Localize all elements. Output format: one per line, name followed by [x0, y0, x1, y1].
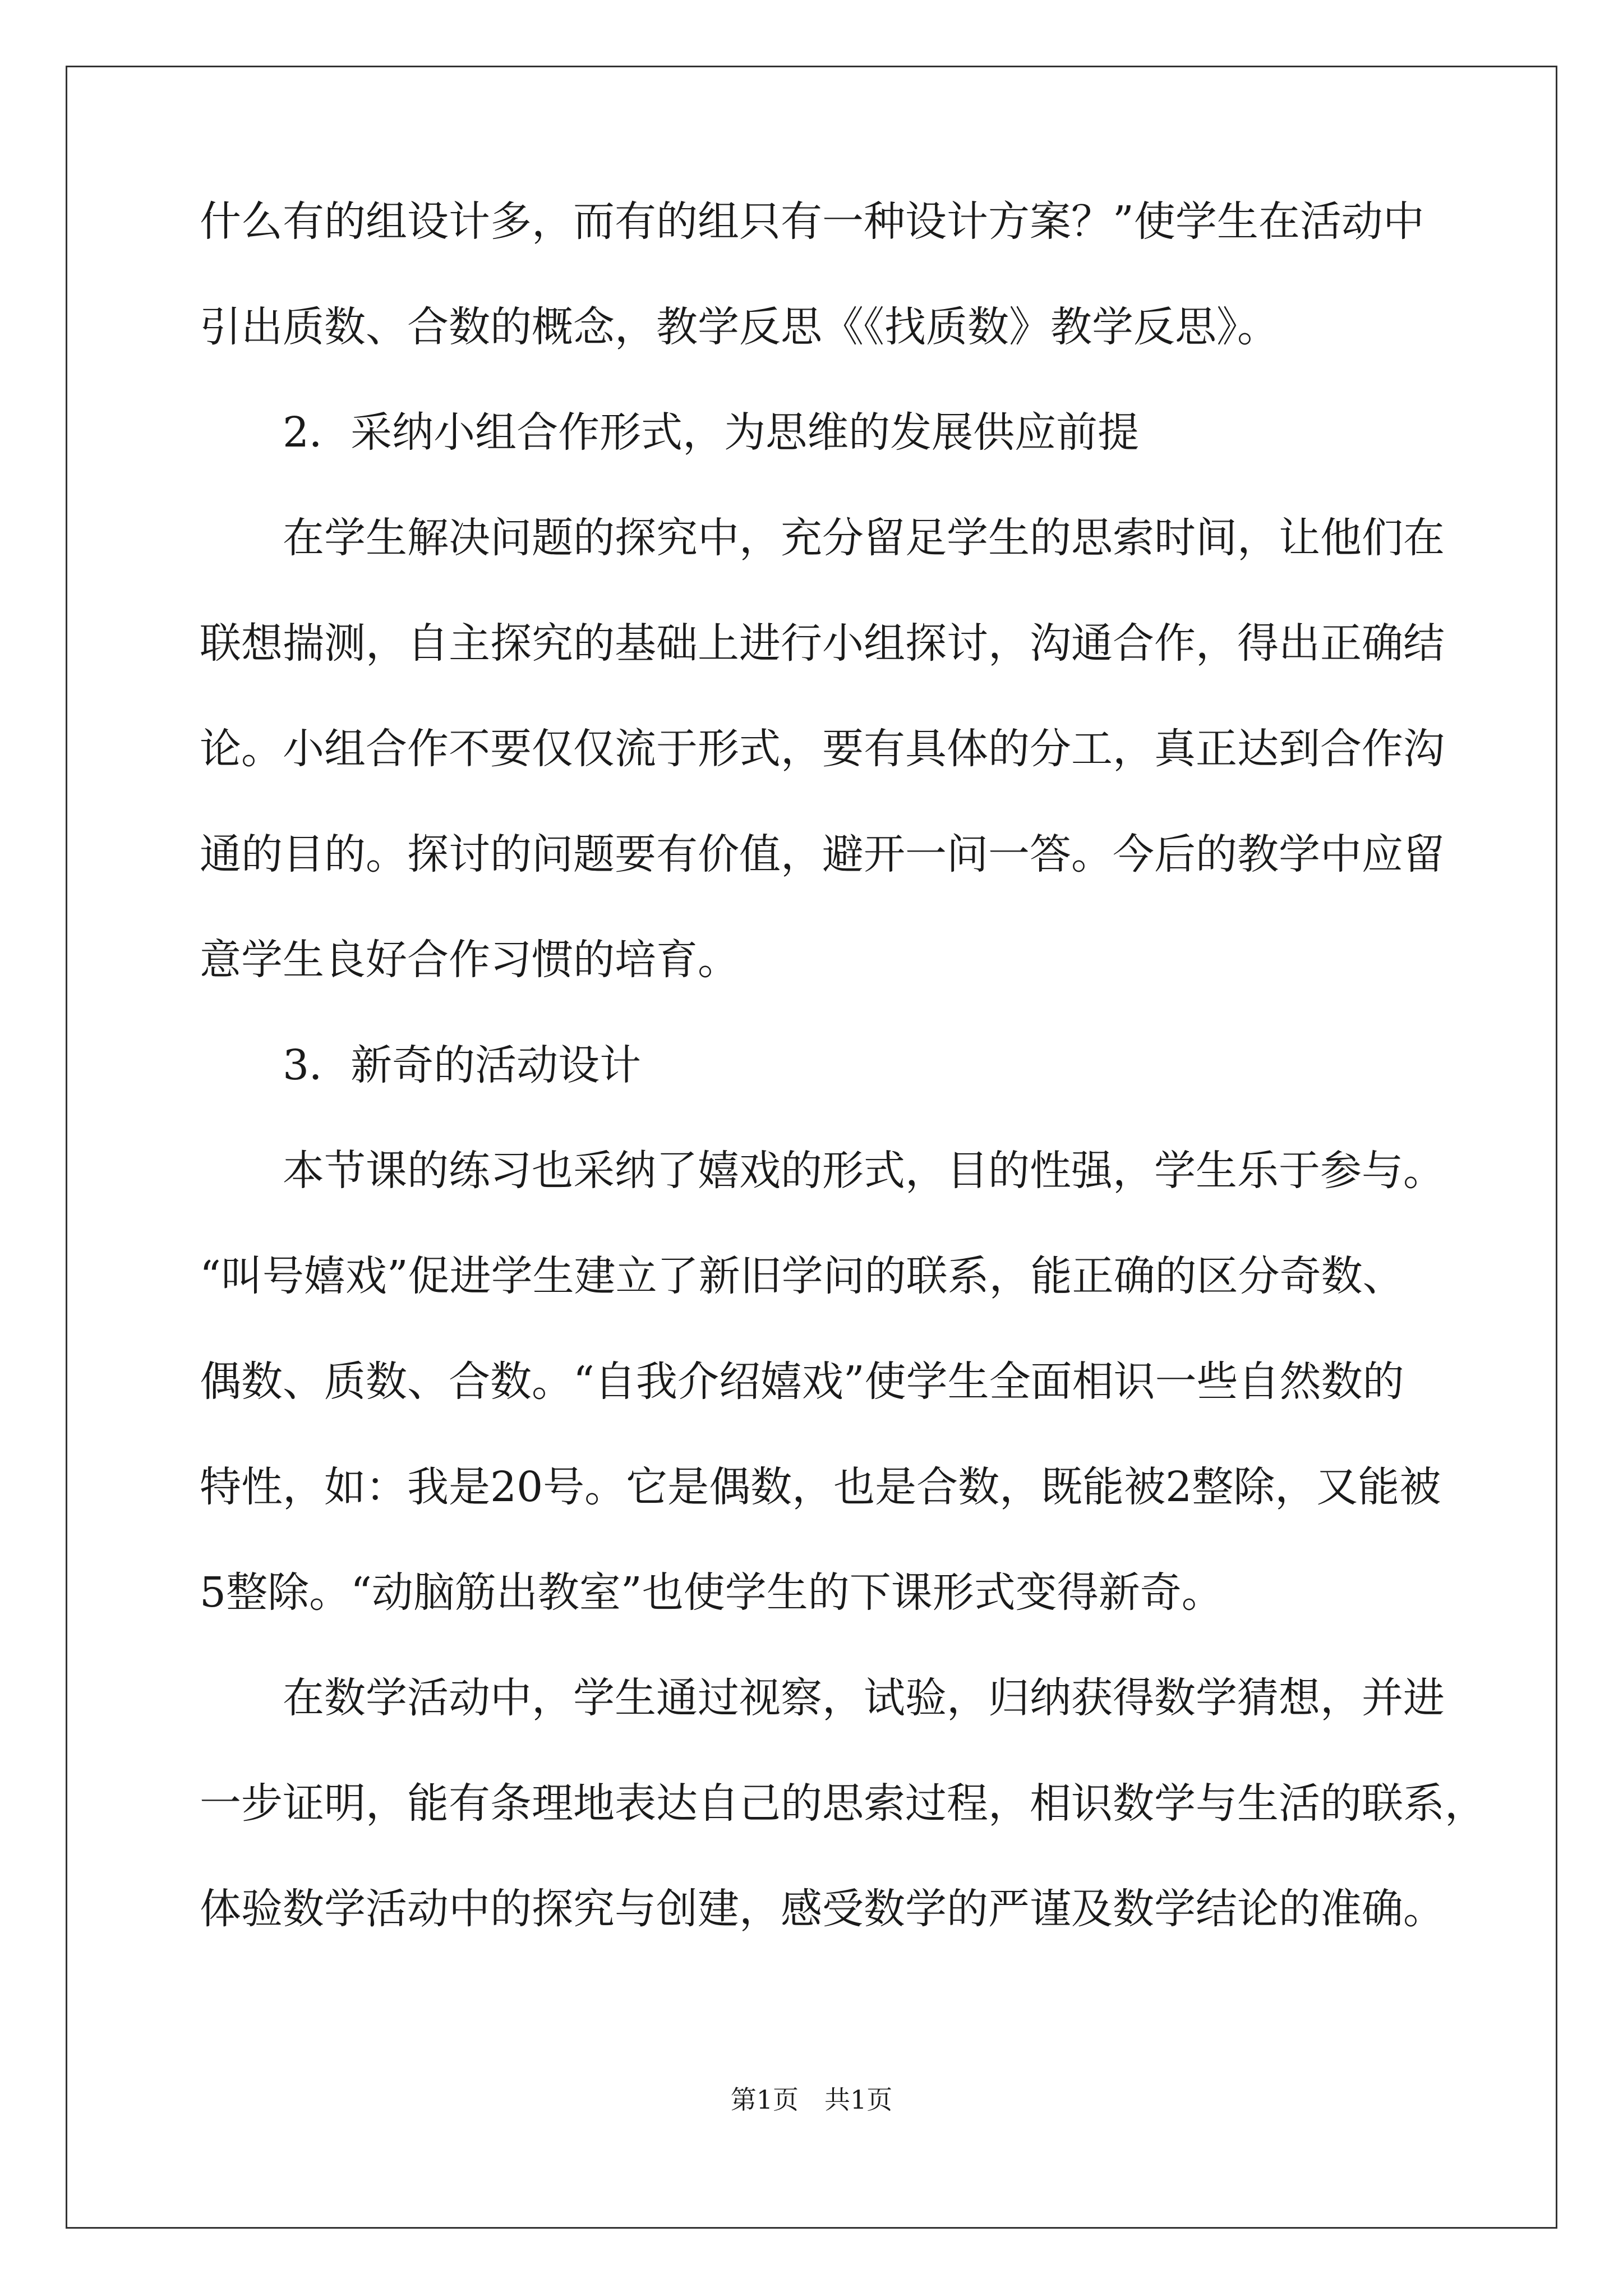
text-line: 什么有的组设计多，而有的组只有一种设计方案？”使学生在活动中	[200, 197, 1424, 246]
page-footer: 第1页 共1页	[730, 2085, 893, 2115]
text-line: 5整除。“动脑筋出教室”也使学生的下课形式变得新奇。	[200, 1568, 1223, 1617]
text-line: 意学生良好合作习惯的培育。	[200, 936, 739, 984]
text-line: 联想揣测，自主探究的基础上进行小组探讨，沟通合作，得出正确结	[200, 619, 1445, 668]
text-line: 在数学活动中，学生通过视察，试验，归纳获得数学猜想，并进	[283, 1674, 1445, 1722]
text-line: 通的目的。探讨的问题要有价值，避开一问一答。今后的教学中应留	[200, 830, 1445, 878]
text-line: 体验数学活动中的探究与创建，感受数学的严谨及数学结论的准确。	[200, 1885, 1445, 1933]
text-line: 论。小组合作不要仅仅流于形式，要有具体的分工，真正达到合作沟	[200, 725, 1445, 773]
section-heading: 2．采纳小组合作形式，为思维的发展供应前提	[283, 408, 1140, 457]
text-line: “叫号嬉戏”促进学生建立了新旧学问的联系，能正确的区分奇数、	[200, 1252, 1404, 1300]
text-line: 特性，如：我是20号。它是偶数，也是合数，既能被2整除，又能被	[200, 1463, 1441, 1511]
text-line: 引出质数、合数的概念，教学反思《《找质数》教学反思》。	[200, 303, 1279, 351]
text-line: 一步证明，能有条理地表达自己的思索过程，相识数学与生活的联系，	[200, 1779, 1486, 1828]
text-line: 在学生解决问题的探究中，充分留足学生的思索时间，让他们在	[283, 514, 1445, 562]
section-heading: 3．新奇的活动设计	[283, 1041, 642, 1089]
text-line: 本节课的练习也采纳了嬉戏的形式，目的性强，学生乐于参与。	[283, 1147, 1445, 1195]
text-line: 偶数、质数、合数。“自我介绍嬉戏”使学生全面相识一些自然数的	[200, 1358, 1404, 1406]
